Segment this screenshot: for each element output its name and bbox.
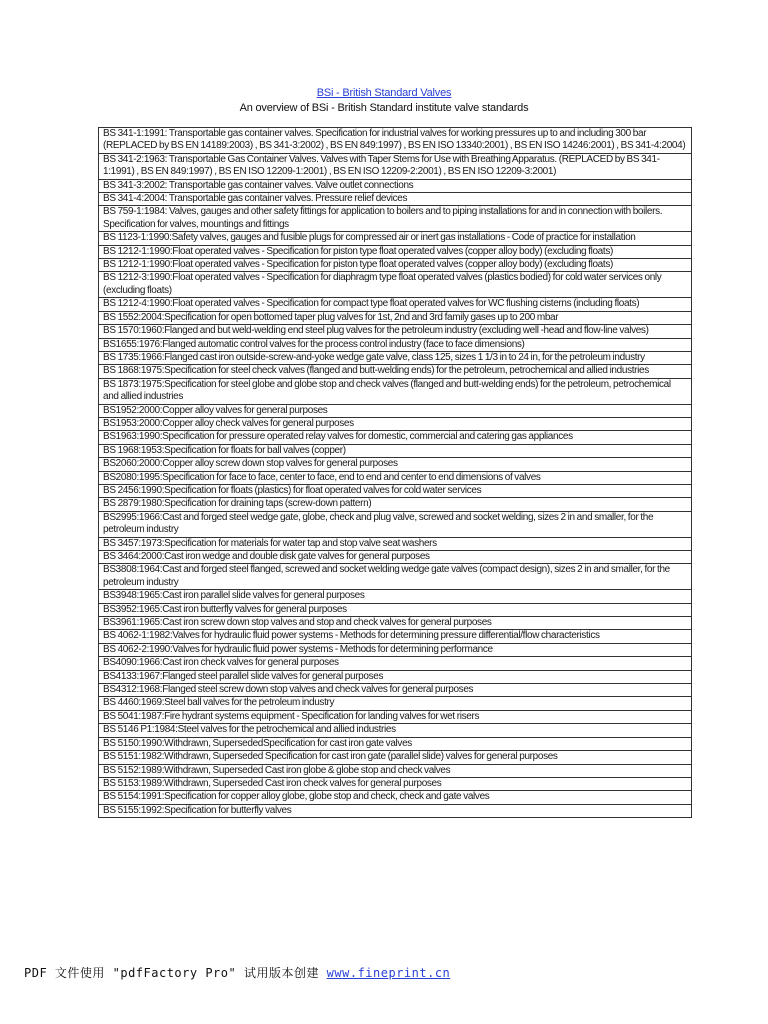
standard-row bbox=[99, 657, 692, 670]
standard-cell: BS2060:2000:Copper alloy screw down stop valves for general purposes bbox=[99, 458, 692, 471]
standard-row bbox=[99, 710, 692, 723]
standard-row bbox=[99, 378, 692, 404]
standard-row bbox=[99, 404, 692, 417]
standard-cell: BS 5151:1982:Withdrawn, Superseded Specification for cast iron gate (parallel slide) valves for general purposes bbox=[99, 751, 692, 764]
standard-cell: BS4312:1968:Flanged steel screw down stop valves and check valves for general purposes bbox=[99, 684, 692, 697]
standards-table-body bbox=[99, 128, 692, 818]
footer-text: PDF 文件使用 "pdfFactory Pro" 试用版本创建 bbox=[24, 966, 327, 980]
standard-row bbox=[99, 670, 692, 683]
standard-cell: BS3948:1965:Cast iron parallel slide valves for general purposes bbox=[99, 590, 692, 603]
standard-cell: BS 1123-1:1990:Safety valves, gauges and fusible plugs for compressed air or inert gas installations - Code of practice for installation bbox=[99, 232, 692, 245]
standard-row bbox=[99, 684, 692, 697]
standard-row bbox=[99, 791, 692, 804]
standard-row bbox=[99, 724, 692, 737]
standard-row bbox=[99, 737, 692, 750]
standard-cell: BS3961:1965:Cast iron screw down stop valves and stop and check valves for general purposes bbox=[99, 617, 692, 630]
standard-cell: BS 2879:1980:Specification for draining taps (screw-down pattern) bbox=[99, 498, 692, 511]
standard-row bbox=[99, 804, 692, 817]
standard-cell: BS 759-1:1984: Valves, gauges and other safety fittings for application to boilers and to piping installations for and in connection with boilers. Specification for valves, mountings and fittings bbox=[99, 206, 692, 232]
standard-cell: BS3952:1965:Cast iron butterfly valves for general purposes bbox=[99, 603, 692, 616]
standard-row bbox=[99, 551, 692, 564]
standard-cell: BS 1735:1966:Flanged cast iron outside-screw-and-yoke wedge gate valve, class 125, sizes 1 1/3 in to 24 in, for the petroleum industry bbox=[99, 351, 692, 364]
standard-cell: BS 5150:1990:Withdrawn, SupersededSpecification for cast iron gate valves bbox=[99, 737, 692, 750]
standard-cell: BS 1873:1975:Specification for steel globe and globe stop and check valves (flanged and butt-welding ends) for the petroleum, petrochemical and allied industries bbox=[99, 378, 692, 404]
standard-cell: BS 341-1:1991: Transportable gas container valves. Specification for industrial valves for working pressures up to and including 300 bar (REPLACED by BS EN 14189:2003) , BS 341-3:2002) , BS EN 849:1997) , BS EN ISO 13340:2001) , BS EN ISO 14246:2001) , BS 341-4:2004) bbox=[99, 128, 692, 154]
page-header bbox=[0, 83, 768, 115]
standard-row bbox=[99, 128, 692, 154]
standard-cell: BS 1968:1953:Specification for floats for ball valves (copper) bbox=[99, 444, 692, 457]
standard-cell: BS 4062-2:1990:Valves for hydraulic fluid power systems - Methods for determining performance bbox=[99, 643, 692, 656]
standard-cell: BS 5146 P1:1984:Steel valves for the petrochemical and allied industries bbox=[99, 724, 692, 737]
standard-row bbox=[99, 564, 692, 590]
standard-row bbox=[99, 603, 692, 616]
standard-row bbox=[99, 245, 692, 258]
standard-cell: BS 341-2:1963: Transportable Gas Container Valves. Valves with Taper Stems for Use with Breathing Apparatus. (REPLACED by BS 341-1:1991) , BS EN 849:1997) , BS EN ISO 12209-1:2001) , BS EN ISO 12209-2:2001) , BS EN ISO 12209-3:2001) bbox=[99, 153, 692, 179]
standard-row bbox=[99, 311, 692, 324]
document-subtitle: An overview of BSi - British Standard institute valve standards bbox=[239, 102, 529, 114]
standard-cell: BS 4062-1:1982:Valves for hydraulic fluid power systems - Methods for determining pressure differential/flow characteristics bbox=[99, 630, 692, 643]
standard-row bbox=[99, 206, 692, 232]
standard-row bbox=[99, 431, 692, 444]
standards-table bbox=[98, 127, 692, 818]
standard-cell: BS 5153:1989:Withdrawn, Superseded Cast iron check valves for general purposes bbox=[99, 777, 692, 790]
standard-row bbox=[99, 697, 692, 710]
standard-cell: BS 5154:1991:Specification for copper alloy globe, globe stop and check, check and gate valves bbox=[99, 791, 692, 804]
standard-row bbox=[99, 764, 692, 777]
standard-cell: BS 3464:2000:Cast iron wedge and double disk gate valves for general purposes bbox=[99, 551, 692, 564]
standard-row bbox=[99, 193, 692, 206]
standard-row bbox=[99, 232, 692, 245]
standard-cell: BS 1212-1:1990:Float operated valves - Specification for piston type float operated valves (copper alloy body) (excluding floats) bbox=[99, 259, 692, 272]
standard-cell: BS 1212-1:1990:Float operated valves - Specification for piston type float operated valves (copper alloy body) (excluding floats) bbox=[99, 245, 692, 258]
document-title-link[interactable]: BSi - British Standard Valves bbox=[316, 87, 452, 99]
standard-row bbox=[99, 259, 692, 272]
standard-row bbox=[99, 272, 692, 298]
standard-row bbox=[99, 444, 692, 457]
standard-row bbox=[99, 417, 692, 430]
fineprint-link[interactable]: www.fineprint.cn bbox=[326, 966, 451, 980]
standard-row bbox=[99, 298, 692, 311]
standard-cell: BS 5155:1992:Specification for butterfly valves bbox=[99, 804, 692, 817]
pdf-footer bbox=[24, 965, 450, 981]
standard-cell: BS1655:1976:Flanged automatic control valves for the process control industry (face to face dimensions) bbox=[99, 338, 692, 351]
standard-cell: BS2995:1966:Cast and forged steel wedge gate, globe, check and plug valve, screwed and socket welding, sizes 2 in and smaller, for the petroleum industry bbox=[99, 511, 692, 537]
standard-row bbox=[99, 179, 692, 192]
standard-cell: BS4090:1966:Cast iron check valves for general purposes bbox=[99, 657, 692, 670]
standard-row bbox=[99, 365, 692, 378]
standard-row bbox=[99, 777, 692, 790]
standard-row bbox=[99, 537, 692, 550]
standard-row bbox=[99, 484, 692, 497]
standard-cell: BS 341-3:2002: Transportable gas container valves. Valve outlet connections bbox=[99, 179, 692, 192]
standard-row bbox=[99, 590, 692, 603]
standard-cell: BS1953:2000:Copper alloy check valves for general purposes bbox=[99, 417, 692, 430]
standard-cell: BS2080:1995:Specification for face to face, center to face, end to end and center to end dimensions of valves bbox=[99, 471, 692, 484]
standard-cell: BS3808:1964:Cast and forged steel flanged, screwed and socket welding wedge gate valves (compact design), sizes 2 in and smaller, for the petroleum industry bbox=[99, 564, 692, 590]
standard-cell: BS 2456:1990:Specification for floats (plastics) for float operated valves for cold water services bbox=[99, 484, 692, 497]
standard-cell: BS 1868:1975:Specification for steel check valves (flanged and butt-welding ends) for the petroleum, petrochemical and allied industries bbox=[99, 365, 692, 378]
standard-cell: BS 1552:2004:Specification for open bottomed taper plug valves for 1st, 2nd and 3rd family gases up to 200 mbar bbox=[99, 311, 692, 324]
standard-row bbox=[99, 498, 692, 511]
standard-cell: BS 1212-3:1990:Float operated valves - Specification for diaphragm type float operated valves (plastics bodied) for cold water services only (excluding floats) bbox=[99, 272, 692, 298]
standard-row bbox=[99, 643, 692, 656]
standard-cell: BS 1212-4:1990:Float operated valves - Specification for compact type float operated valves for WC flushing cisterns (including floats) bbox=[99, 298, 692, 311]
standard-cell: BS1952:2000:Copper alloy valves for general purposes bbox=[99, 404, 692, 417]
standard-row bbox=[99, 458, 692, 471]
standard-row bbox=[99, 630, 692, 643]
standard-row bbox=[99, 325, 692, 338]
standard-cell: BS 5041:1987:Fire hydrant systems equipment - Specification for landing valves for wet risers bbox=[99, 710, 692, 723]
standard-row bbox=[99, 511, 692, 537]
standard-cell: BS1963:1990:Specification for pressure operated relay valves for domestic, commercial and catering gas appliances bbox=[99, 431, 692, 444]
standard-cell: BS 5152:1989:Withdrawn, Superseded Cast iron globe & globe stop and check valves bbox=[99, 764, 692, 777]
standard-row bbox=[99, 471, 692, 484]
standard-row bbox=[99, 351, 692, 364]
standard-cell: BS 341-4:2004: Transportable gas container valves. Pressure relief devices bbox=[99, 193, 692, 206]
standard-cell: BS4133:1967:Flanged steel parallel slide valves for general purposes bbox=[99, 670, 692, 683]
standard-row bbox=[99, 153, 692, 179]
standard-cell: BS 3457:1973:Specification for materials for water tap and stop valve seat washers bbox=[99, 537, 692, 550]
standard-cell: BS 1570:1960:Flanged and but weld-welding end steel plug valves for the petroleum industry (excluding well -head and flow-line valves) bbox=[99, 325, 692, 338]
standard-row bbox=[99, 617, 692, 630]
standard-cell: BS 4460:1969:Steel ball valves for the petroleum industry bbox=[99, 697, 692, 710]
standard-row bbox=[99, 751, 692, 764]
standard-row bbox=[99, 338, 692, 351]
